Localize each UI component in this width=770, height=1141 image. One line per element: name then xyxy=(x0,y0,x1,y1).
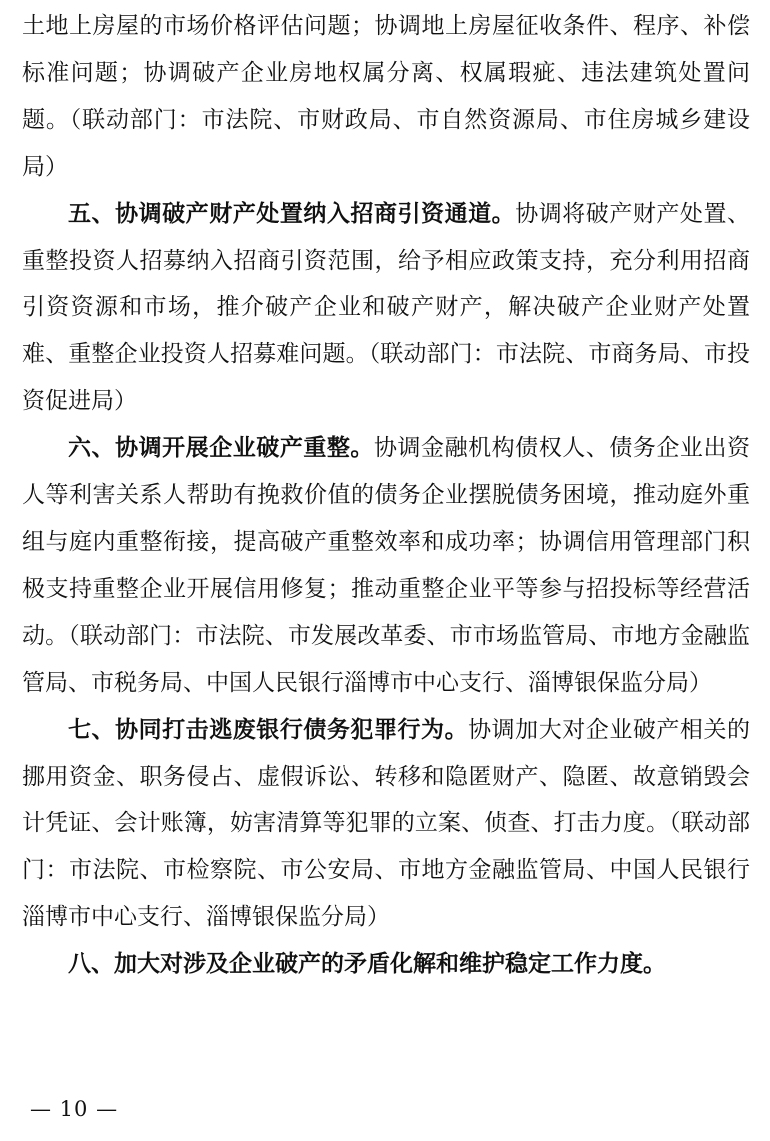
paragraph-section-6 xyxy=(22,425,750,706)
paragraph-text: 土地上房屋的市场价格评估问题；协调地上房屋征收条件、程序、补偿标准问题；协调破产企业房地权属分离、权属瑕疵、违法建筑处置问题。（联动部门：市法院、市财政局、市自然资源局、市住房城乡建设局） xyxy=(22,13,750,180)
section-heading: 七、协同打击逃废银行债务犯罪行为。 xyxy=(68,715,469,743)
section-heading: 五、协调破产财产处置纳入招商引资通道。 xyxy=(68,199,516,227)
section-heading: 六、协调开展企业破产重整。 xyxy=(68,434,374,462)
paragraph-section-5 xyxy=(22,191,750,426)
paragraph-section-7 xyxy=(22,707,750,942)
paragraph-text: 协调加大对企业破产相关的挪用资金、职务侵占、虚假诉讼、转移和隐匿财产、隐匿、故意销毁会计凭证、会计账簿，妨害清算等犯罪的立案、侦查、打击力度。（联动部门：市法院、市检察院、市公安局、市地方金融监管局、中国人民银行淄博市中心支行、淄博银保监分局） xyxy=(22,716,751,931)
paragraph-text: 协调将破产财产处置、重整投资人招募纳入招商引资范围，给予相应政策支持，充分利用招商引资资源和市场，推介破产企业和破产财产，解决破产企业财产处置难、重整企业投资人招募难问题。（联动部门：市法院、市商务局、市投资促进局） xyxy=(22,200,751,415)
page-number: — 10 — xyxy=(30,1097,119,1121)
paragraph-text: 协调金融机构债权人、债务企业出资人等利害关系人帮助有挽救价值的债务企业摆脱债务困境，推动庭外重组与庭内重整衔接，提高破产重整效率和成功率；协调信用管理部门积极支持重整企业开展信用修复；推动重整企业平等参与招投标等经营活动。（联动部门：市法院、市发展改革委、市市场监管局、市地方金融监管局、市税务局、中国人民银行淄博市中心支行、淄博银保监分局） xyxy=(22,435,751,696)
paragraph-continuation xyxy=(22,3,750,191)
paragraph-section-8 xyxy=(22,941,750,988)
section-heading: 八、加大对涉及企业破产的矛盾化解和维护稳定工作力度。 xyxy=(68,950,666,978)
